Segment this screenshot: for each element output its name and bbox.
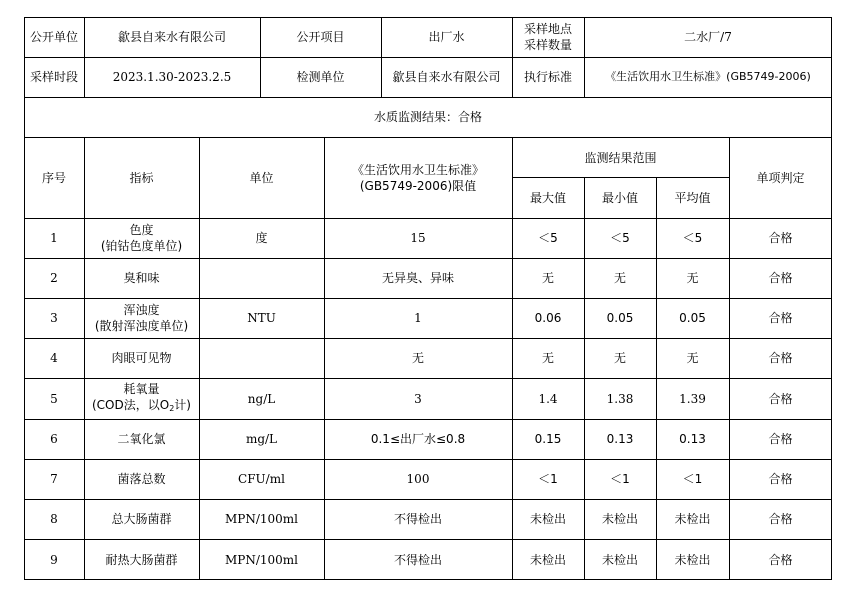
row7-max: ＜1: [538, 472, 558, 486]
row5-indicator-name: 耗氧量: [123, 381, 160, 396]
row5-unit: ng/L: [247, 391, 276, 406]
row5-indicator-subscript: 2: [169, 403, 175, 413]
row6-unit: mg/L: [245, 432, 278, 446]
row2-avg: 无: [686, 271, 699, 285]
col-min: 最小值: [601, 191, 638, 205]
item-value: 出厂水: [428, 30, 465, 44]
row4-indicator: 肉眼可见物: [111, 351, 172, 365]
item-label: 公开项目: [296, 30, 345, 44]
row4-unit: [199, 338, 324, 378]
row5-avg: 1.39: [679, 391, 706, 406]
lab-label: 检测单位: [296, 70, 345, 84]
row8-indicator: 总大肠菌群: [111, 512, 172, 526]
row5-max: 1.4: [538, 391, 558, 406]
row8-no: 8: [50, 512, 58, 526]
row7-unit: CFU/ml: [238, 472, 285, 486]
row5-min: 1.38: [606, 391, 634, 406]
row5-no: 5: [50, 391, 58, 406]
lab-value: 歙县自来水有限公司: [392, 70, 501, 84]
row6-no: 6: [50, 432, 58, 446]
summary-result: 水质监测结果：合格: [373, 110, 482, 124]
col-indicator: 指标: [129, 170, 154, 185]
row9-verdict: 合格: [768, 552, 793, 567]
row7-limit: 100: [406, 472, 430, 486]
row6-limit: 0.1≤出厂水≤0.8: [370, 432, 466, 446]
standard-label: 执行标准: [523, 70, 572, 84]
row3-indicator-name: 浑浊度: [123, 303, 160, 317]
row6-verdict: 合格: [768, 432, 793, 446]
row3-max: 0.06: [534, 311, 562, 325]
row4-no: 4: [50, 351, 58, 365]
col-verdict: 单项判定: [756, 170, 805, 185]
row9-unit: MPN/100ml: [224, 552, 299, 567]
row1-indicator: [84, 218, 199, 258]
col-limit: [324, 137, 512, 218]
row5-indicator: [84, 378, 199, 419]
period-label: 采样时段: [29, 70, 78, 84]
row9-avg: 未检出: [674, 552, 711, 567]
standard-value: 《生活饮用水卫生标准》(GB5749-2006): [605, 70, 811, 83]
row6-indicator: 二氧化氯: [117, 432, 166, 446]
row4-limit: 无: [411, 351, 424, 365]
row7-indicator: 菌落总数: [117, 472, 166, 486]
row9-max: 未检出: [529, 552, 566, 567]
row1-no: 1: [50, 231, 58, 245]
row8-limit: 不得检出: [393, 512, 442, 526]
publisher-value: 歙县自来水有限公司: [117, 30, 226, 44]
row3-limit: 1: [414, 311, 422, 325]
row8-unit: MPN/100ml: [224, 512, 299, 526]
row3-indicator: [84, 298, 199, 338]
row9-indicator: 耐热大肠菌群: [105, 552, 178, 567]
row8-min: 未检出: [601, 512, 638, 526]
publisher-label: 公开单位: [29, 30, 78, 44]
col-avg: 平均值: [674, 191, 711, 205]
col-unit: 单位: [249, 170, 274, 185]
row1-indicator-name: 色度: [129, 223, 154, 237]
row7-avg: ＜1: [682, 472, 703, 486]
water-quality-report: [24, 17, 832, 580]
row8-avg: 未检出: [674, 512, 711, 526]
row3-indicator-sub: (散射浑浊度单位): [94, 319, 189, 333]
row1-unit: 度: [255, 231, 268, 245]
row7-verdict: 合格: [768, 472, 793, 486]
row5-indicator-sub-a: (COD法，以O: [92, 397, 170, 412]
row2-max: 无: [541, 271, 554, 285]
row3-avg: 0.05: [679, 311, 706, 325]
row4-max: 无: [541, 351, 554, 365]
col-limit-line2: (GB5749-2006)限值: [359, 178, 477, 193]
row5-indicator-sub-b: 计): [174, 397, 191, 412]
row2-verdict: 合格: [768, 271, 793, 285]
period-value: 2023.1.30-2023.2.5: [112, 70, 232, 84]
row8-max: 未检出: [529, 512, 566, 526]
row5-limit: 3: [414, 391, 422, 406]
row2-unit: [199, 258, 324, 298]
row9-min: 未检出: [601, 552, 638, 567]
row6-min: 0.13: [606, 432, 634, 446]
row1-verdict: 合格: [768, 231, 793, 245]
row4-verdict: 合格: [768, 351, 793, 365]
row7-min: ＜1: [610, 472, 630, 486]
row6-max: 0.15: [534, 432, 562, 446]
row7-no: 7: [50, 472, 58, 486]
row9-no: 9: [50, 552, 58, 567]
row5-indicator-sub: [92, 397, 191, 417]
row3-unit: NTU: [247, 311, 276, 325]
sampling-value: 二水厂/7: [684, 30, 732, 44]
row1-max: ＜5: [538, 231, 558, 245]
sampling-label: [512, 17, 584, 57]
col-no: 序号: [41, 170, 66, 185]
row4-avg: 无: [686, 351, 699, 365]
row9-limit: 不得检出: [393, 552, 442, 567]
row1-min: ＜5: [610, 231, 630, 245]
row2-limit: 无异臭、异味: [381, 271, 454, 285]
row4-min: 无: [613, 351, 626, 365]
row3-min: 0.05: [606, 311, 634, 325]
row2-indicator: 臭和味: [123, 271, 160, 285]
col-max: 最大值: [529, 191, 566, 205]
row1-limit: 15: [410, 231, 426, 245]
row5-verdict: 合格: [768, 391, 793, 406]
sampling-count-label: 采样数量: [523, 38, 572, 52]
row8-verdict: 合格: [768, 512, 793, 526]
sampling-location-label: 采样地点: [523, 22, 572, 36]
col-limit-line1: 《生活饮用水卫生标准》: [351, 162, 484, 177]
row2-min: 无: [613, 271, 626, 285]
row1-indicator-sub: (铂钴色度单位): [100, 239, 183, 253]
row3-verdict: 合格: [768, 311, 793, 325]
row2-no: 2: [50, 271, 58, 285]
row3-no: 3: [50, 311, 58, 325]
row1-avg: ＜5: [682, 231, 703, 245]
col-range: 监测结果范围: [584, 150, 657, 165]
row6-avg: 0.13: [679, 432, 706, 446]
